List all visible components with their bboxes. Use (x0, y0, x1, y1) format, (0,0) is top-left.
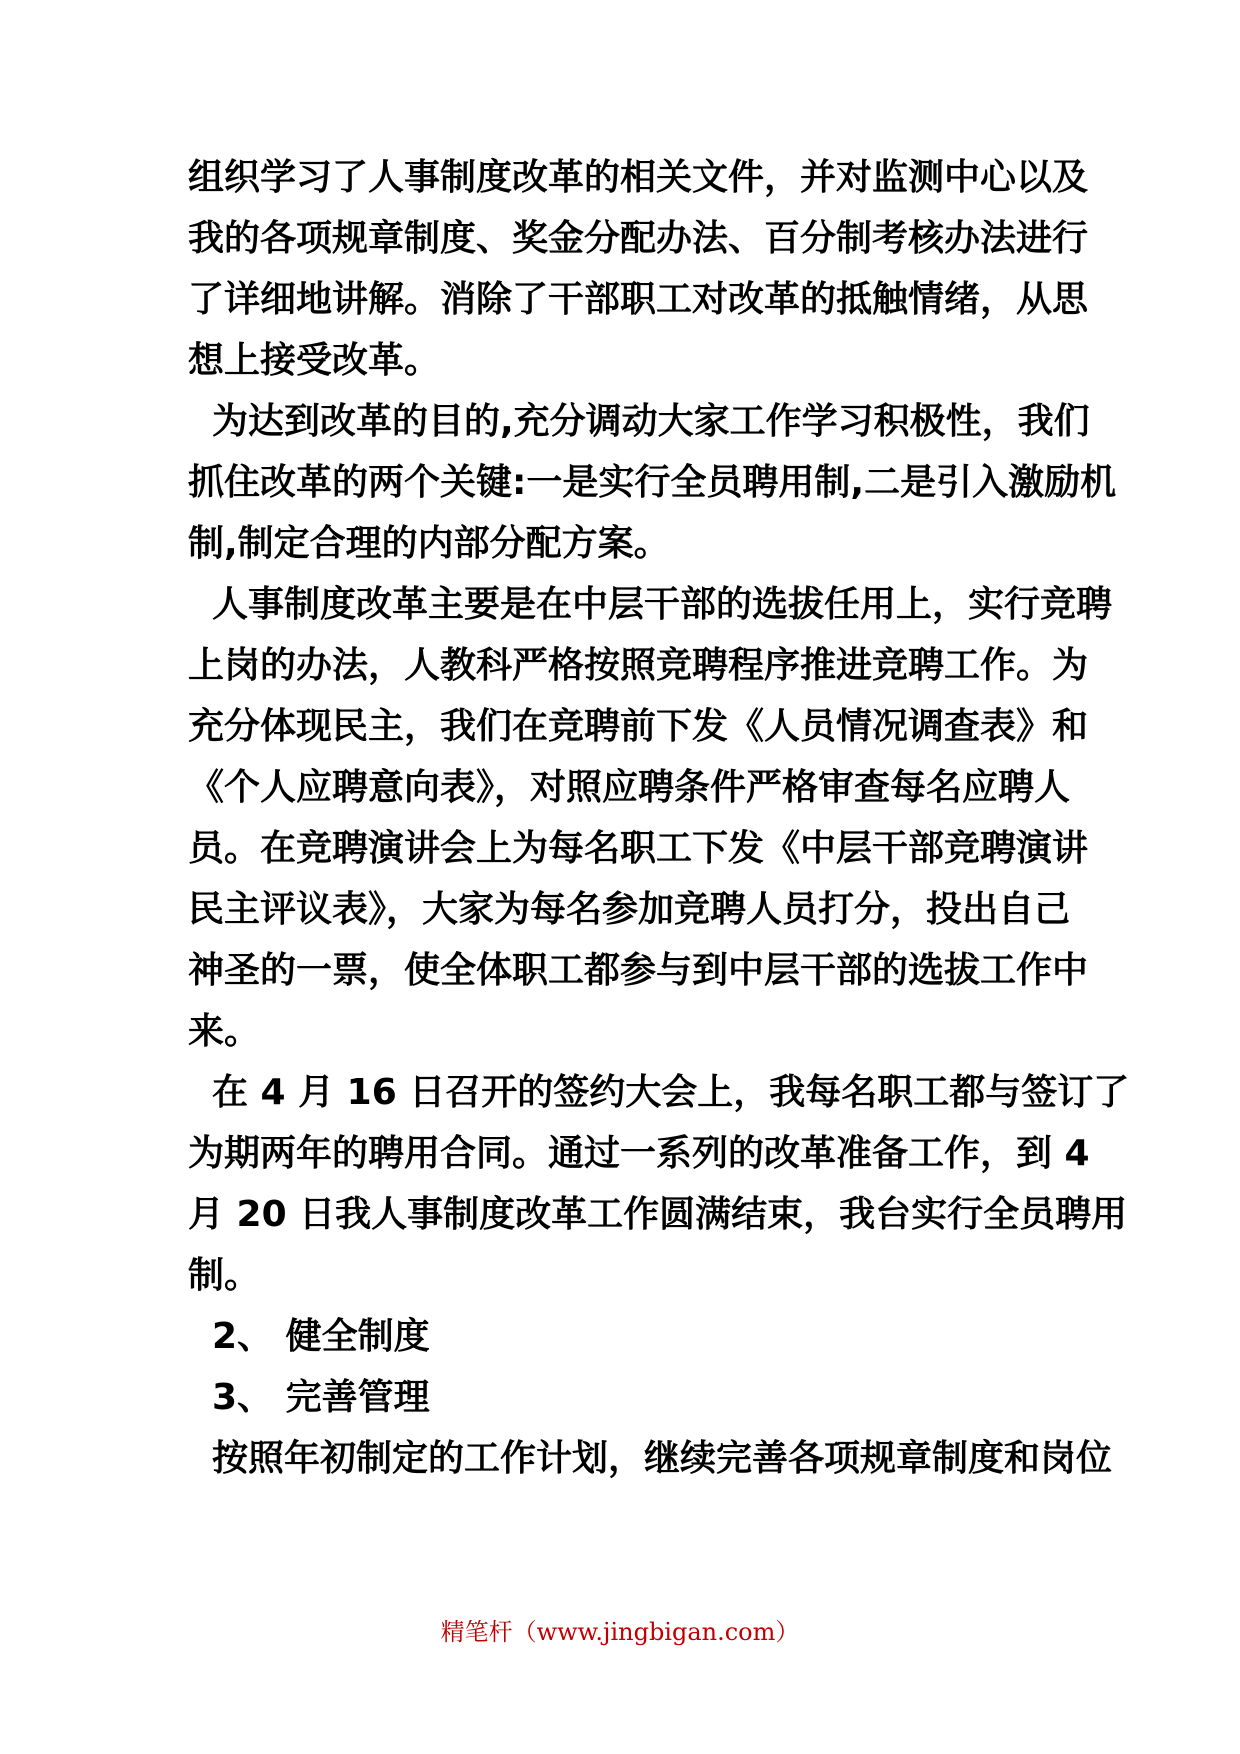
text-line: 组织学习了人事制度改革的相关文件，并对监测中心以及 (188, 157, 1089, 198)
footer-watermark: 精笔杆（www.jingbigan.com） (440, 1618, 800, 1646)
text-line: 员。在竞聘演讲会上为每名职工下发《中层干部竞聘演讲 (188, 828, 1089, 869)
section-heading: 2、 健全制度 (212, 1316, 430, 1357)
text-line: 我的各项规章制度、奖金分配办法、百分制考核办法进行 (188, 218, 1089, 259)
text-line: 月 20 日我人事制度改革工作圆满结束，我台实行全员聘用 (188, 1194, 1128, 1235)
text-line: 在 4 月 16 日召开的签约大会上，我每名职工都与签订了 (212, 1072, 1130, 1113)
text-line: 了详细地讲解。消除了干部职工对改革的抵触情绪，从思 (188, 279, 1089, 320)
text-line: 上岗的办法，人教科严格按照竞聘程序推进竞聘工作。为 (188, 645, 1089, 686)
text-line: 民主评议表》，大家为每名参加竞聘人员打分，投出自己 (188, 889, 1071, 930)
section-heading: 3、 完善管理 (212, 1377, 430, 1418)
text-line: 为期两年的聘用合同。通过一系列的改革准备工作，到 4 (188, 1133, 1090, 1174)
text-line: 制,制定合理的内部分配方案。 (188, 523, 670, 564)
text-line: 为达到改革的目的,充分调动大家工作学习积极性，我们 (212, 401, 1090, 442)
text-line: 来。 (188, 1011, 261, 1052)
text-line: 按照年初制定的工作计划，继续完善各项规章制度和岗位 (212, 1438, 1113, 1479)
text-line: 充分体现民主，我们在竞聘前下发《人员情况调查表》和 (188, 706, 1089, 747)
text-line: 人事制度改革主要是在中层干部的选拔任用上，实行竞聘 (212, 584, 1113, 625)
text-line: 制。 (188, 1255, 261, 1296)
text-line: 想上接受改革。 (188, 340, 441, 381)
text-line: 《个人应聘意向表》，对照应聘条件严格审查每名应聘人 (188, 767, 1071, 808)
text-line: 抓住改革的两个关键:一是实行全员聘用制,二是引入激励机 (188, 462, 1117, 503)
text-line: 神圣的一票，使全体职工都参与到中层干部的选拔工作中 (188, 950, 1089, 991)
